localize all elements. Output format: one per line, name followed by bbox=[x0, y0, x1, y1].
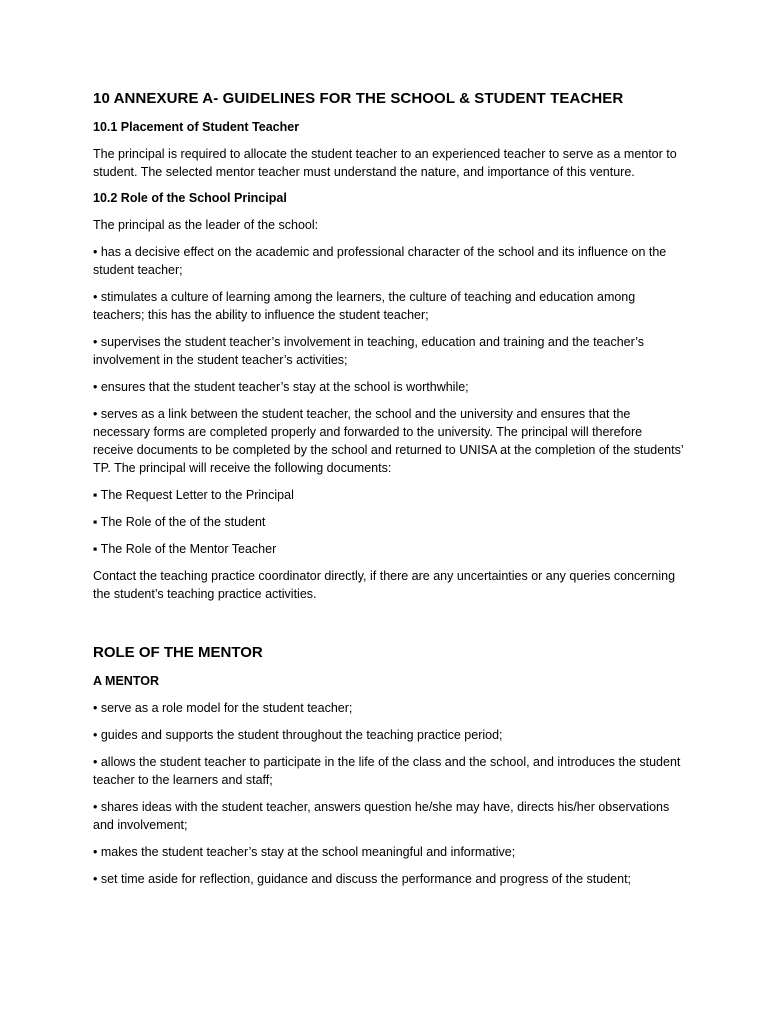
mentor-bullet: • shares ideas with the student teacher, answers question he/she may have, directs his/her observations and involvement; bbox=[93, 800, 670, 832]
mentor-bullet: • makes the student teacher’s stay at the school meaningful and informative; bbox=[93, 845, 516, 859]
placement-paragraph: The principal is required to allocate the student teacher to an experienced teacher to serve as a mentor to student. The selected mentor teacher must understand the nature, and importance of this venture. bbox=[93, 147, 677, 179]
document-list-item: ▪ The Request Letter to the Principal bbox=[93, 488, 294, 502]
annexure-title: 10 ANNEXURE A- GUIDELINES FOR THE SCHOOL & STUDENT TEACHER bbox=[93, 90, 624, 107]
principal-intro: The principal as the leader of the school: bbox=[93, 218, 319, 232]
mentor-title: ROLE OF THE MENTOR bbox=[93, 644, 263, 661]
document-content bbox=[93, 89, 685, 897]
section-spacer bbox=[93, 612, 685, 643]
principal-bullet: • serves as a link between the student teacher, the school and the university and ensures that the necessary forms are completed properly and forwarded to the university. The principal will therefore receive documents to be completed by the school and returned to UNISA at the completion of the students’ TP. The principal will receive the following documents: bbox=[93, 407, 684, 475]
principal-bullet: • has a decisive effect on the academic and professional character of the school and its influence on the student teacher; bbox=[93, 245, 667, 277]
mentor-subheading: A MENTOR bbox=[93, 674, 159, 688]
document-list-item: ▪ The Role of the of the student bbox=[93, 515, 266, 529]
principal-heading: 10.2 Role of the School Principal bbox=[93, 191, 287, 205]
principal-bullet: • supervises the student teacher’s involvement in teaching, education and training and the teacher’s involvement in the student teacher’s activities; bbox=[93, 335, 645, 367]
principal-bullet: • stimulates a culture of learning among the learners, the culture of teaching and education among teachers; this has the ability to influence the student teacher; bbox=[93, 290, 636, 322]
document-list-item: ▪ The Role of the Mentor Teacher bbox=[93, 542, 277, 556]
mentor-bullet: • set time aside for reflection, guidance and discuss the performance and progress of the student; bbox=[93, 872, 632, 886]
mentor-bullet: • allows the student teacher to participate in the life of the class and the school, and introduces the student teacher to the learners and staff; bbox=[93, 755, 681, 787]
placement-heading: 10.1 Placement of Student Teacher bbox=[93, 120, 300, 134]
principal-bullet: • ensures that the student teacher’s stay at the school is worthwhile; bbox=[93, 380, 469, 394]
contact-paragraph: Contact the teaching practice coordinator directly, if there are any uncertainties or any queries concerning the student’s teaching practice activities. bbox=[93, 569, 676, 601]
mentor-bullet: • serve as a role model for the student teacher; bbox=[93, 701, 353, 715]
mentor-bullet: • guides and supports the student throughout the teaching practice period; bbox=[93, 728, 503, 742]
